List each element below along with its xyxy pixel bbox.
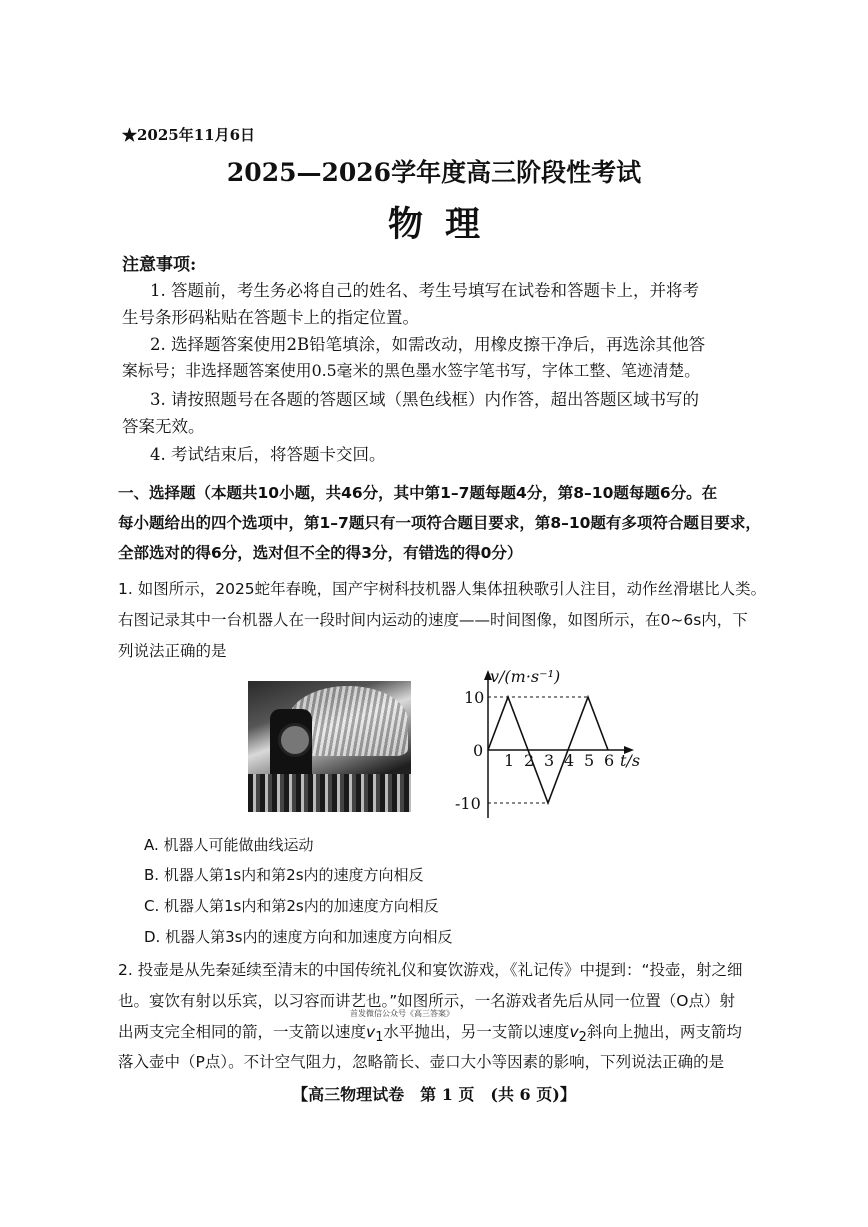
notice-line: 4. 考试结束后，将答题卡交回。	[150, 445, 386, 464]
question-1-text: 列说法正确的是	[118, 642, 227, 660]
velocity-time-chart	[445, 660, 641, 830]
question-2-text: 落入壶中（P点）。不计空气阻力，忽略箭长、壶口大小等因素的影响，下列说法正确的是	[118, 1053, 725, 1071]
x-axis-label: t/s	[620, 751, 641, 770]
question-2-text: 出两支完全相同的箭，一支箭以速度$v_1$水平抛出，另一支箭以速度$v_2$斜向上抛出，两支箭均	[118, 1023, 742, 1046]
y-axis-label: v/(m·s⁻¹)	[490, 667, 561, 686]
question-1-text: 1. 如图所示，2025蛇年春晚，国产宇树科技机器人集体扭秧歌引人注目，动作丝滑堪比人类。	[118, 580, 767, 598]
page-footer: 【高三物理试卷 第 1 页 (共 6 页)】	[292, 1085, 576, 1104]
question-1-text: 右图记录其中一台机器人在一段时间内运动的速度——时间图像，如图所示，在0~6s内，下	[118, 611, 748, 629]
option-c: C. 机器人第1s内和第2s内的加速度方向相反	[144, 897, 439, 915]
notice-line: 答案无效。	[122, 417, 205, 436]
notice-line: 案标号；非选择题答案使用0.5毫米的黑色墨水签字笔书写，字体工整、笔迹清楚。	[122, 361, 701, 380]
x-tick-label: 2	[524, 751, 535, 770]
section-instructions: 全部选对的得6分，选对但不全的得3分，有错选的得0分）	[118, 544, 523, 562]
notice-line: 1. 答题前，考生务必将自己的姓名、考生号填写在试卷和答题卡上，并将考	[150, 281, 699, 300]
notice-line: 2. 选择题答案使用2B铅笔填涂，如需改动，用橡皮擦干净后，再选涂其他答	[150, 335, 706, 354]
robot-dance-photo	[248, 681, 411, 812]
notice-line: 3. 请按照题号在各题的答题区域（黑色线框）内作答，超出答题区域书写的	[150, 390, 699, 409]
watermark-text: 首发微信公众号《高三答案》	[350, 1009, 454, 1018]
x-tick-label: 4	[564, 751, 575, 770]
option-d: D. 机器人第3s内的速度方向和加速度方向相反	[144, 928, 453, 946]
x-tick-label: 6	[604, 751, 615, 770]
notice-heading: 注意事项:	[122, 255, 197, 275]
notice-line: 生号条形码粘贴在答题卡上的指定位置。	[122, 308, 419, 327]
x-tick-label: 5	[584, 751, 595, 770]
question-2-text: 2. 投壶是从先秦延续至清末的中国传统礼仪和宴饮游戏，《礼记传》中提到：“投壶，射之细	[118, 961, 743, 979]
option-b: B. 机器人第1s内和第2s内的速度方向相反	[144, 866, 424, 884]
question-2-text: 也。宴饮有射以乐宾，以习容而讲艺也。”如图所示，一名游戏者先后从同一位置（O点）射	[118, 992, 735, 1010]
section-instructions: 一、选择题（本题共10小题，共46分，其中第1–7题每题4分，第8–10题每题6分。在	[118, 484, 718, 502]
exam-date: ★2025年11月6日	[122, 126, 256, 144]
subject-title: 物理	[387, 204, 502, 245]
y-tick-label: -10	[455, 794, 481, 813]
y-tick-label: 0	[473, 741, 484, 760]
exam-title: 2025—2026学年度高三阶段性考试	[226, 158, 642, 187]
x-tick-label: 3	[544, 751, 555, 770]
y-tick-label: 10	[464, 688, 485, 707]
section-instructions: 每小题给出的四个选项中，第1–7题只有一项符合题目要求，第8–10题有多项符合题目要求，	[118, 514, 761, 532]
x-tick-label: 1	[504, 751, 515, 770]
option-a: A. 机器人可能做曲线运动	[144, 836, 314, 854]
